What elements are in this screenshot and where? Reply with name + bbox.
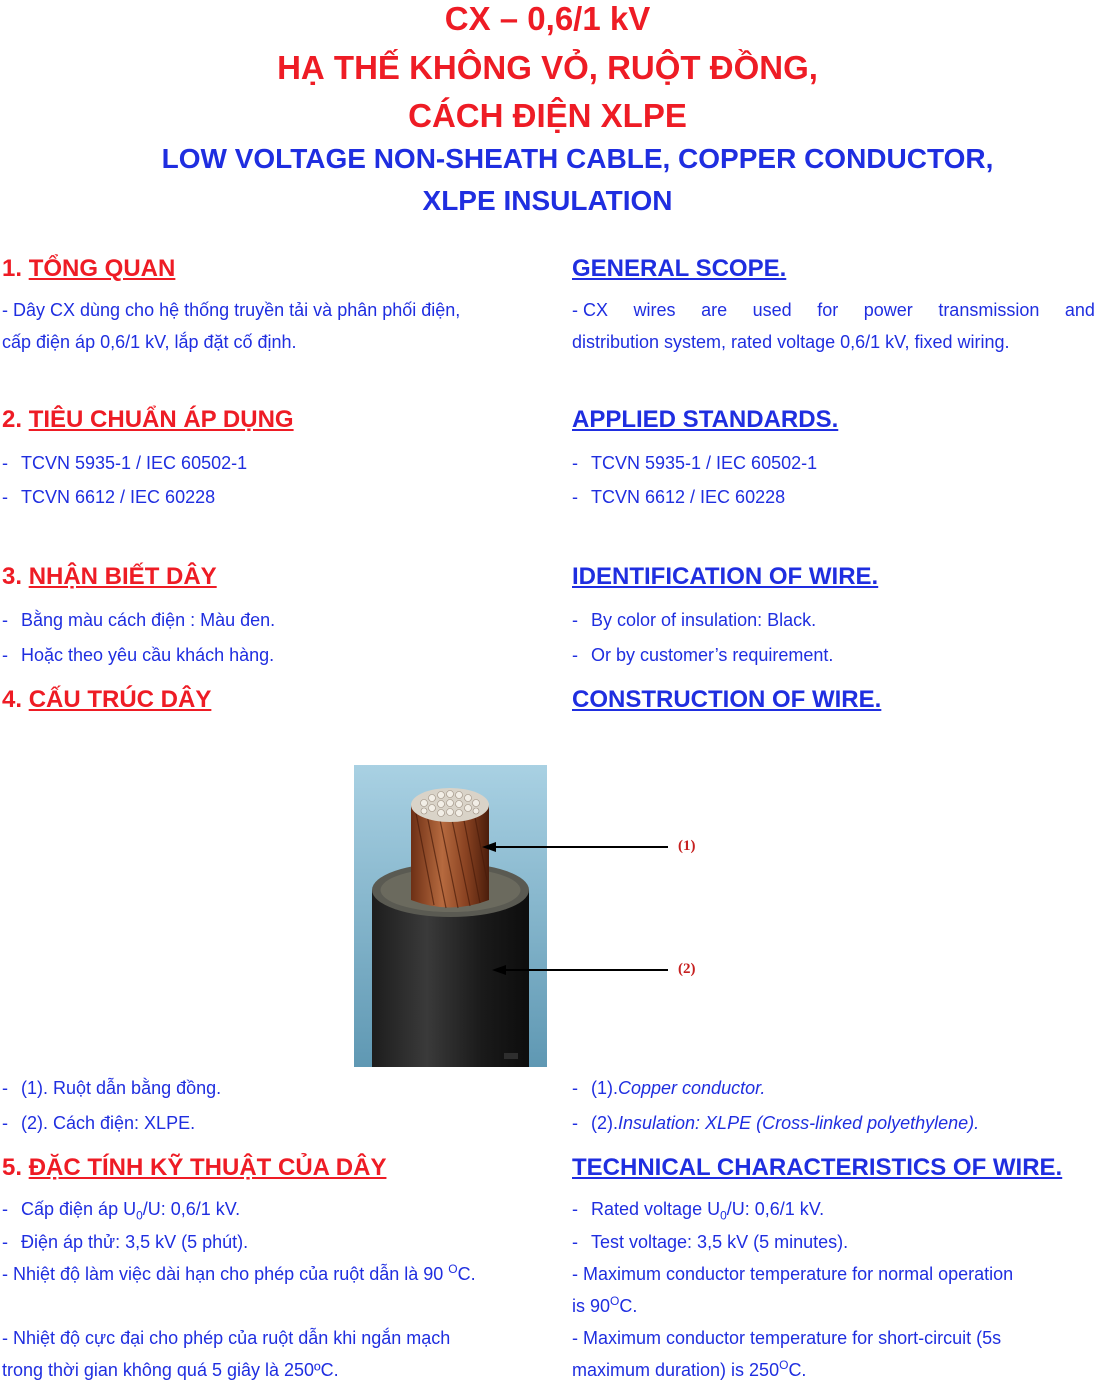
title-vi-line2: CÁCH ĐIỆN XLPE [408, 97, 687, 134]
section1-en-word: for [817, 300, 839, 320]
section2-vi-item: - TCVN 5935-1 / IEC 60502-1 [2, 453, 248, 473]
text-part: is 90 [572, 1296, 611, 1316]
section1-title-vi: TỔNG QUAN [28, 255, 176, 282]
section4-title-vi: CẤU TRÚC DÂY [28, 686, 212, 713]
section5-vi-temp2-line1: - Nhiệt độ cực đại cho phép của ruột dẫn khi ngắn mạch [2, 1328, 451, 1348]
subscript: 0 [136, 1208, 143, 1223]
section2-number: 2. [2, 406, 23, 433]
text-part: - Nhiệt độ làm việc dài hạn cho phép của ruột dẫn là 90 [2, 1264, 449, 1284]
callout-label-1: (1) [678, 838, 696, 854]
section5-heading-vi [2, 1154, 386, 1182]
section2-vi-item: - TCVN 6612 / IEC 60228 [2, 487, 216, 507]
text-part: maximum duration) is 250 [572, 1360, 780, 1380]
text-part: Cấp điện áp U [21, 1199, 137, 1219]
section3-heading-vi [2, 563, 217, 591]
section5-vi-voltage: - Cấp điện áp $U_0/U$: 0,6/1 kV. [2, 1199, 241, 1223]
section3-heading-en [572, 563, 878, 591]
section5-heading-en [572, 1154, 1062, 1182]
section4-number: 4. [2, 686, 23, 713]
section5-en-temp2-line2 [572, 1359, 806, 1381]
text-part: /U: 0,6/1 kV. [726, 1199, 825, 1219]
section5-title-en: TECHNICAL CHARACTERISTICS OF WIRE. [572, 1154, 1063, 1181]
section1-en-word: - CX [572, 300, 608, 320]
section2-en-item: - TCVN 6612 / IEC 60228 [572, 487, 786, 507]
superscript: O [610, 1294, 620, 1308]
section4-en-item-prefix: (2). [591, 1113, 618, 1133]
section2-vi-item-text: TCVN 6612 / IEC 60228 [21, 487, 216, 507]
superscript: O [779, 1358, 789, 1372]
section1-en-line1 [572, 299, 1095, 321]
section4-vi-item: - (2). Cách điện: XLPE. [2, 1113, 196, 1133]
section3-vi-item: - Bằng màu cách điện : Màu đen. [2, 610, 276, 630]
section3-vi-item: - Hoặc theo yêu cầu khách hàng. [2, 645, 275, 665]
text-part: Rated voltage U [591, 1199, 721, 1219]
text-part: /U: 0,6/1 kV. [142, 1199, 241, 1219]
section4-vi-item: - (1). Ruột dẫn bằng đồng. [2, 1078, 222, 1098]
section4-en-item-prefix: (1). [591, 1078, 618, 1098]
callout-arrows [480, 835, 680, 985]
arrow-head-1 [482, 842, 496, 852]
section1-title-en: GENERAL SCOPE. [572, 255, 787, 282]
title-en-line1: LOW VOLTAGE NON-SHEATH CABLE, COPPER CONDUCTOR, [161, 143, 994, 174]
section3-en-item: - Or by customer’s requirement. [572, 645, 834, 665]
section2-title-vi: TIÊU CHUẨN ÁP DỤNG [28, 406, 294, 433]
section3-title-vi: NHẬN BIẾT DÂY [28, 563, 217, 590]
section3-en-item-text: Or by customer’s requirement. [591, 645, 834, 665]
section4-vi-item-text: (1). Ruột dẫn bằng đồng. [21, 1078, 222, 1098]
section1-vi-line1 [2, 299, 460, 321]
section4-en-item: - (1).Copper conductor. [572, 1078, 766, 1098]
section2-title-en: APPLIED STANDARDS. [572, 406, 839, 433]
text-part: Điện áp thử: 3,5 kV (5 phút). [21, 1232, 249, 1252]
section4-title-en: CONSTRUCTION OF WIRE. [572, 686, 882, 713]
section4-vi-item-text: (2). Cách điện: XLPE. [21, 1113, 196, 1133]
text-part: C. [457, 1264, 476, 1284]
title-product-code: CX – 0,6/1 kV [444, 0, 651, 37]
section5-number: 5. [2, 1154, 23, 1181]
section1-en-word: wires [633, 300, 676, 320]
section2-vi-item-text: TCVN 5935-1 / IEC 60502-1 [21, 453, 248, 473]
section3-en-item: - By color of insulation: Black. [572, 610, 817, 630]
section1-number: 1. [2, 255, 23, 282]
section3-title-en: IDENTIFICATION OF WIRE. [572, 563, 879, 590]
section5-vi-temp1 [2, 1263, 476, 1285]
section3-en-item-text: By color of insulation: Black. [591, 610, 817, 630]
section1-vi-text1: - Dây CX dùng cho hệ thống truyền tải và phân phối điện, [2, 300, 461, 320]
section4-heading-en [572, 686, 881, 714]
section4-en-item: - (2).Insulation: XLPE (Cross-linked polyethylene). [572, 1113, 980, 1133]
superscript: O [448, 1262, 458, 1276]
section5-title-vi: ĐẶC TÍNH KỸ THUẬT CỦA DÂY [28, 1154, 387, 1181]
section1-en-word: transmission [938, 300, 1040, 320]
section3-vi-item-text: Hoặc theo yêu cầu khách hàng. [21, 645, 275, 665]
section2-heading-en [572, 406, 838, 434]
title-vi-line1: HẠ THẾ KHÔNG VỎ, RUỘT ĐỒNG, [277, 49, 818, 86]
section5-en-test: - Test voltage: 3,5 kV (5 minutes). [572, 1232, 849, 1252]
section5-en-temp2-line1: - Maximum conductor temperature for short-circuit (5s [572, 1328, 1002, 1348]
subscript: 0 [720, 1208, 727, 1223]
section1-en-line2: distribution system, rated voltage 0,6/1 kV, fixed wiring. [572, 332, 1010, 352]
section5-en-temp1-line2 [572, 1295, 637, 1317]
section5-en-voltage: - Rated voltage $U_0/U$: 0,6/1 kV. [572, 1199, 825, 1223]
section1-heading-en [572, 255, 786, 283]
text-part: Test voltage: 3,5 kV (5 minutes). [591, 1232, 849, 1252]
section2-en-item-text: TCVN 6612 / IEC 60228 [591, 487, 786, 507]
text-part: C. [619, 1296, 638, 1316]
section4-heading-vi [2, 686, 211, 714]
section2-en-item-text: TCVN 5935-1 / IEC 60502-1 [591, 453, 818, 473]
section1-en-word: used [752, 300, 792, 320]
section1-en-word: are [701, 300, 728, 320]
callout-label-2: (2) [678, 961, 696, 977]
section4-en-item-text: Insulation: XLPE (Cross-linked polyethylene). [618, 1113, 980, 1133]
section4-en-item-text: Copper conductor. [618, 1078, 766, 1098]
section5-vi-test: - Điện áp thử: 3,5 kV (5 phút). [2, 1232, 249, 1252]
section5-en-temp1-line1: - Maximum conductor temperature for normal operation [572, 1264, 1014, 1284]
section2-en-item: - TCVN 5935-1 / IEC 60502-1 [572, 453, 818, 473]
section3-number: 3. [2, 563, 23, 590]
arrow-head-2 [492, 965, 506, 975]
section1-vi-line2: cấp điện áp 0,6/1 kV, lắp đặt cố định. [2, 332, 297, 352]
text-part: C. [788, 1360, 807, 1380]
section3-vi-item-text: Bằng màu cách điện : Màu đen. [21, 610, 276, 630]
section1-en-word: and [1064, 300, 1095, 320]
section5-vi-temp2-line2: trong thời gian không quá 5 giây là 250ºC. [2, 1360, 339, 1380]
section1-en-word: power [863, 300, 913, 320]
section2-heading-vi [2, 406, 294, 434]
title-en-line2: XLPE INSULATION [422, 185, 673, 216]
section1-heading-vi [2, 255, 175, 283]
